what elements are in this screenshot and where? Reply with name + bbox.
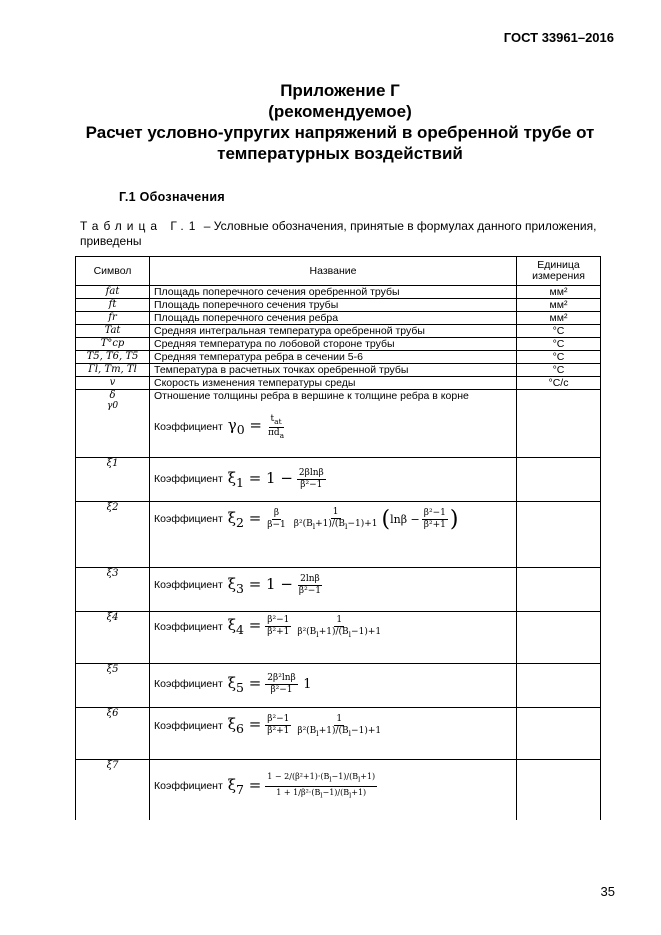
coef-label: Коэффициент	[154, 780, 223, 792]
table-row	[76, 299, 601, 312]
row-name: Средняя температура ребра в сечении 5-6	[150, 351, 517, 364]
coef-label: Коэффициент	[154, 579, 223, 591]
symbols-table	[75, 256, 601, 820]
row-name: Температура в расчетных точках оребренной трубы	[150, 364, 517, 377]
row-unit: °C/c	[517, 377, 601, 390]
section-heading: Г.1 Обозначения	[119, 190, 225, 204]
row-symbol: fat	[76, 286, 150, 299]
row-unit: мм²	[517, 286, 601, 299]
table-row-xi4	[76, 612, 601, 664]
table-caption-text: – Условные обозначения, принятые в формулах данного приложения, приведены	[80, 219, 597, 248]
coef-label: Коэффициент	[154, 513, 223, 525]
formula-gamma0: $\gamma_0$ = $\frac{t_{at}}{\pi d_a}$	[227, 413, 285, 440]
row-unit: °C	[517, 338, 601, 351]
row-name: Площадь поперечного сечения ребра	[150, 312, 517, 325]
row-unit: °C	[517, 351, 601, 364]
coef-label: Коэффициент	[154, 720, 223, 732]
table-caption	[80, 219, 600, 249]
row-name: Скорость изменения температуры среды	[150, 377, 517, 390]
coef-label: Коэффициент	[154, 421, 223, 433]
coefficient-xi4	[154, 612, 512, 642]
table-row-xi3	[76, 568, 601, 612]
coef-symbol: ξ4	[76, 612, 150, 664]
coefficient-gamma0	[154, 402, 512, 452]
title-line-3: Расчет условно-упругих напряжений в оребренной трубе от	[85, 123, 595, 142]
appendix-title	[60, 80, 620, 164]
row-symbol: Гl, Tт, Tl	[76, 364, 150, 377]
row-name: Площадь поперечного сечения оребренной трубы	[150, 286, 517, 299]
row-unit: мм²	[517, 299, 601, 312]
row-unit: мм²	[517, 312, 601, 325]
coefficient-xi7	[154, 760, 512, 812]
table-row	[76, 325, 601, 338]
coefficient-xi3	[154, 568, 512, 602]
header-unit: Единица измерения	[517, 257, 601, 286]
coef-label: Коэффициент	[154, 473, 223, 485]
title-line-1: Приложение Г	[280, 81, 400, 100]
row-symbol: fr	[76, 312, 150, 325]
table-row	[76, 351, 601, 364]
table-caption-lead: Таблица Г.1	[80, 219, 201, 233]
coef-symbol: ξ1	[76, 458, 150, 502]
formula-xi2: $\xi_2$ = $\frac{\beta}{\beta-1}$ $\frac{1}{\beta^2(B_l+1)/(B_l-1)+1}$ ( lnβ − $\frac{\text{β²−1}}{\text{β²+1}}$ )	[227, 506, 459, 532]
row-symbol: T5, T6, T5	[76, 351, 150, 364]
formula-xi3: $\xi_3 = 1$ − $\frac{2\ln\beta}{\text{β²−1}}$	[227, 573, 321, 596]
table-row-xi7	[76, 760, 601, 820]
coef-symbol: ξ6	[76, 708, 150, 760]
row-symbol: T°ср	[76, 338, 150, 351]
formula-xi1: $\xi_1 = 1$ − $\frac{2\beta\ln\beta}{\text{β²−1}}$	[227, 467, 324, 490]
coef-symbol: ξ2	[76, 502, 150, 568]
table-row	[76, 312, 601, 325]
page-number: 35	[600, 884, 615, 899]
table-row	[76, 364, 601, 377]
row-symbol: δ	[109, 390, 116, 401]
table-row-xi2	[76, 502, 601, 568]
title-line-2: (рекомендуемое)	[268, 102, 412, 121]
coef-label: Коэффициент	[154, 678, 223, 690]
table-row	[76, 338, 601, 351]
coef-label: Коэффициент	[154, 621, 223, 633]
coef-symbol: ξ3	[76, 568, 150, 612]
row-unit: °C	[517, 364, 601, 377]
coefficient-xi5	[154, 664, 512, 704]
coef-symbol: γ0	[106, 401, 119, 411]
formula-xi4: $\xi_4$ = $\frac{\text{β²−1}}{\text{β²+1}}$ $\frac{1}{\beta^2(B_l+1)/(B_l-1)+1}$	[227, 614, 382, 639]
table-row-xi6	[76, 708, 601, 760]
title-line-4: температурных воздействий	[217, 144, 463, 163]
row-name: Площадь поперечного сечения трубы	[150, 299, 517, 312]
standard-header: ГОСТ 33961–2016	[503, 30, 614, 45]
table-row-xi5	[76, 664, 601, 708]
coef-symbol: ξ5	[76, 664, 150, 708]
row-symbol: Tat	[76, 325, 150, 338]
table-row-xi1	[76, 458, 601, 502]
formula-xi5: $\xi_5$ = $\frac{\text{2β²lnβ}}{\text{β²−1}}$ 1	[227, 672, 312, 695]
header-name: Название	[150, 257, 517, 286]
row-name: Отношение толщины ребра в вершине к толщине ребра в корне	[154, 390, 469, 402]
formula-xi7: $\xi_7$ = $\frac{1 - 2/(\beta^2+1)\cdot(B_l-1)/(B_l+1)}{1 + 1/\beta^2\cdot(B_l-1)/(B_l+1)}$	[227, 771, 376, 800]
formula-xi6: $\xi_6$ = $\frac{\text{β²−1}}{\text{β²+1}}$ $\frac{1}{\beta^2(B_l+1)/(B_l-1)+1}$	[227, 713, 382, 738]
row-unit: °C	[517, 325, 601, 338]
table-row	[76, 286, 601, 299]
row-symbol: ft	[76, 299, 150, 312]
table-row-gamma	[76, 390, 601, 458]
row-unit	[517, 390, 601, 458]
row-name: Средняя температура по лобовой стороне трубы	[150, 338, 517, 351]
table-header-row	[76, 257, 601, 286]
coefficient-xi1	[154, 458, 512, 500]
row-name: Средняя интегральная температура оребренной трубы	[150, 325, 517, 338]
coef-symbol: ξ7	[76, 760, 150, 820]
header-symbol: Символ	[76, 257, 150, 286]
row-symbol: v	[76, 377, 150, 390]
table-row	[76, 377, 601, 390]
coefficient-xi2	[154, 502, 512, 536]
coefficient-xi6	[154, 708, 512, 744]
